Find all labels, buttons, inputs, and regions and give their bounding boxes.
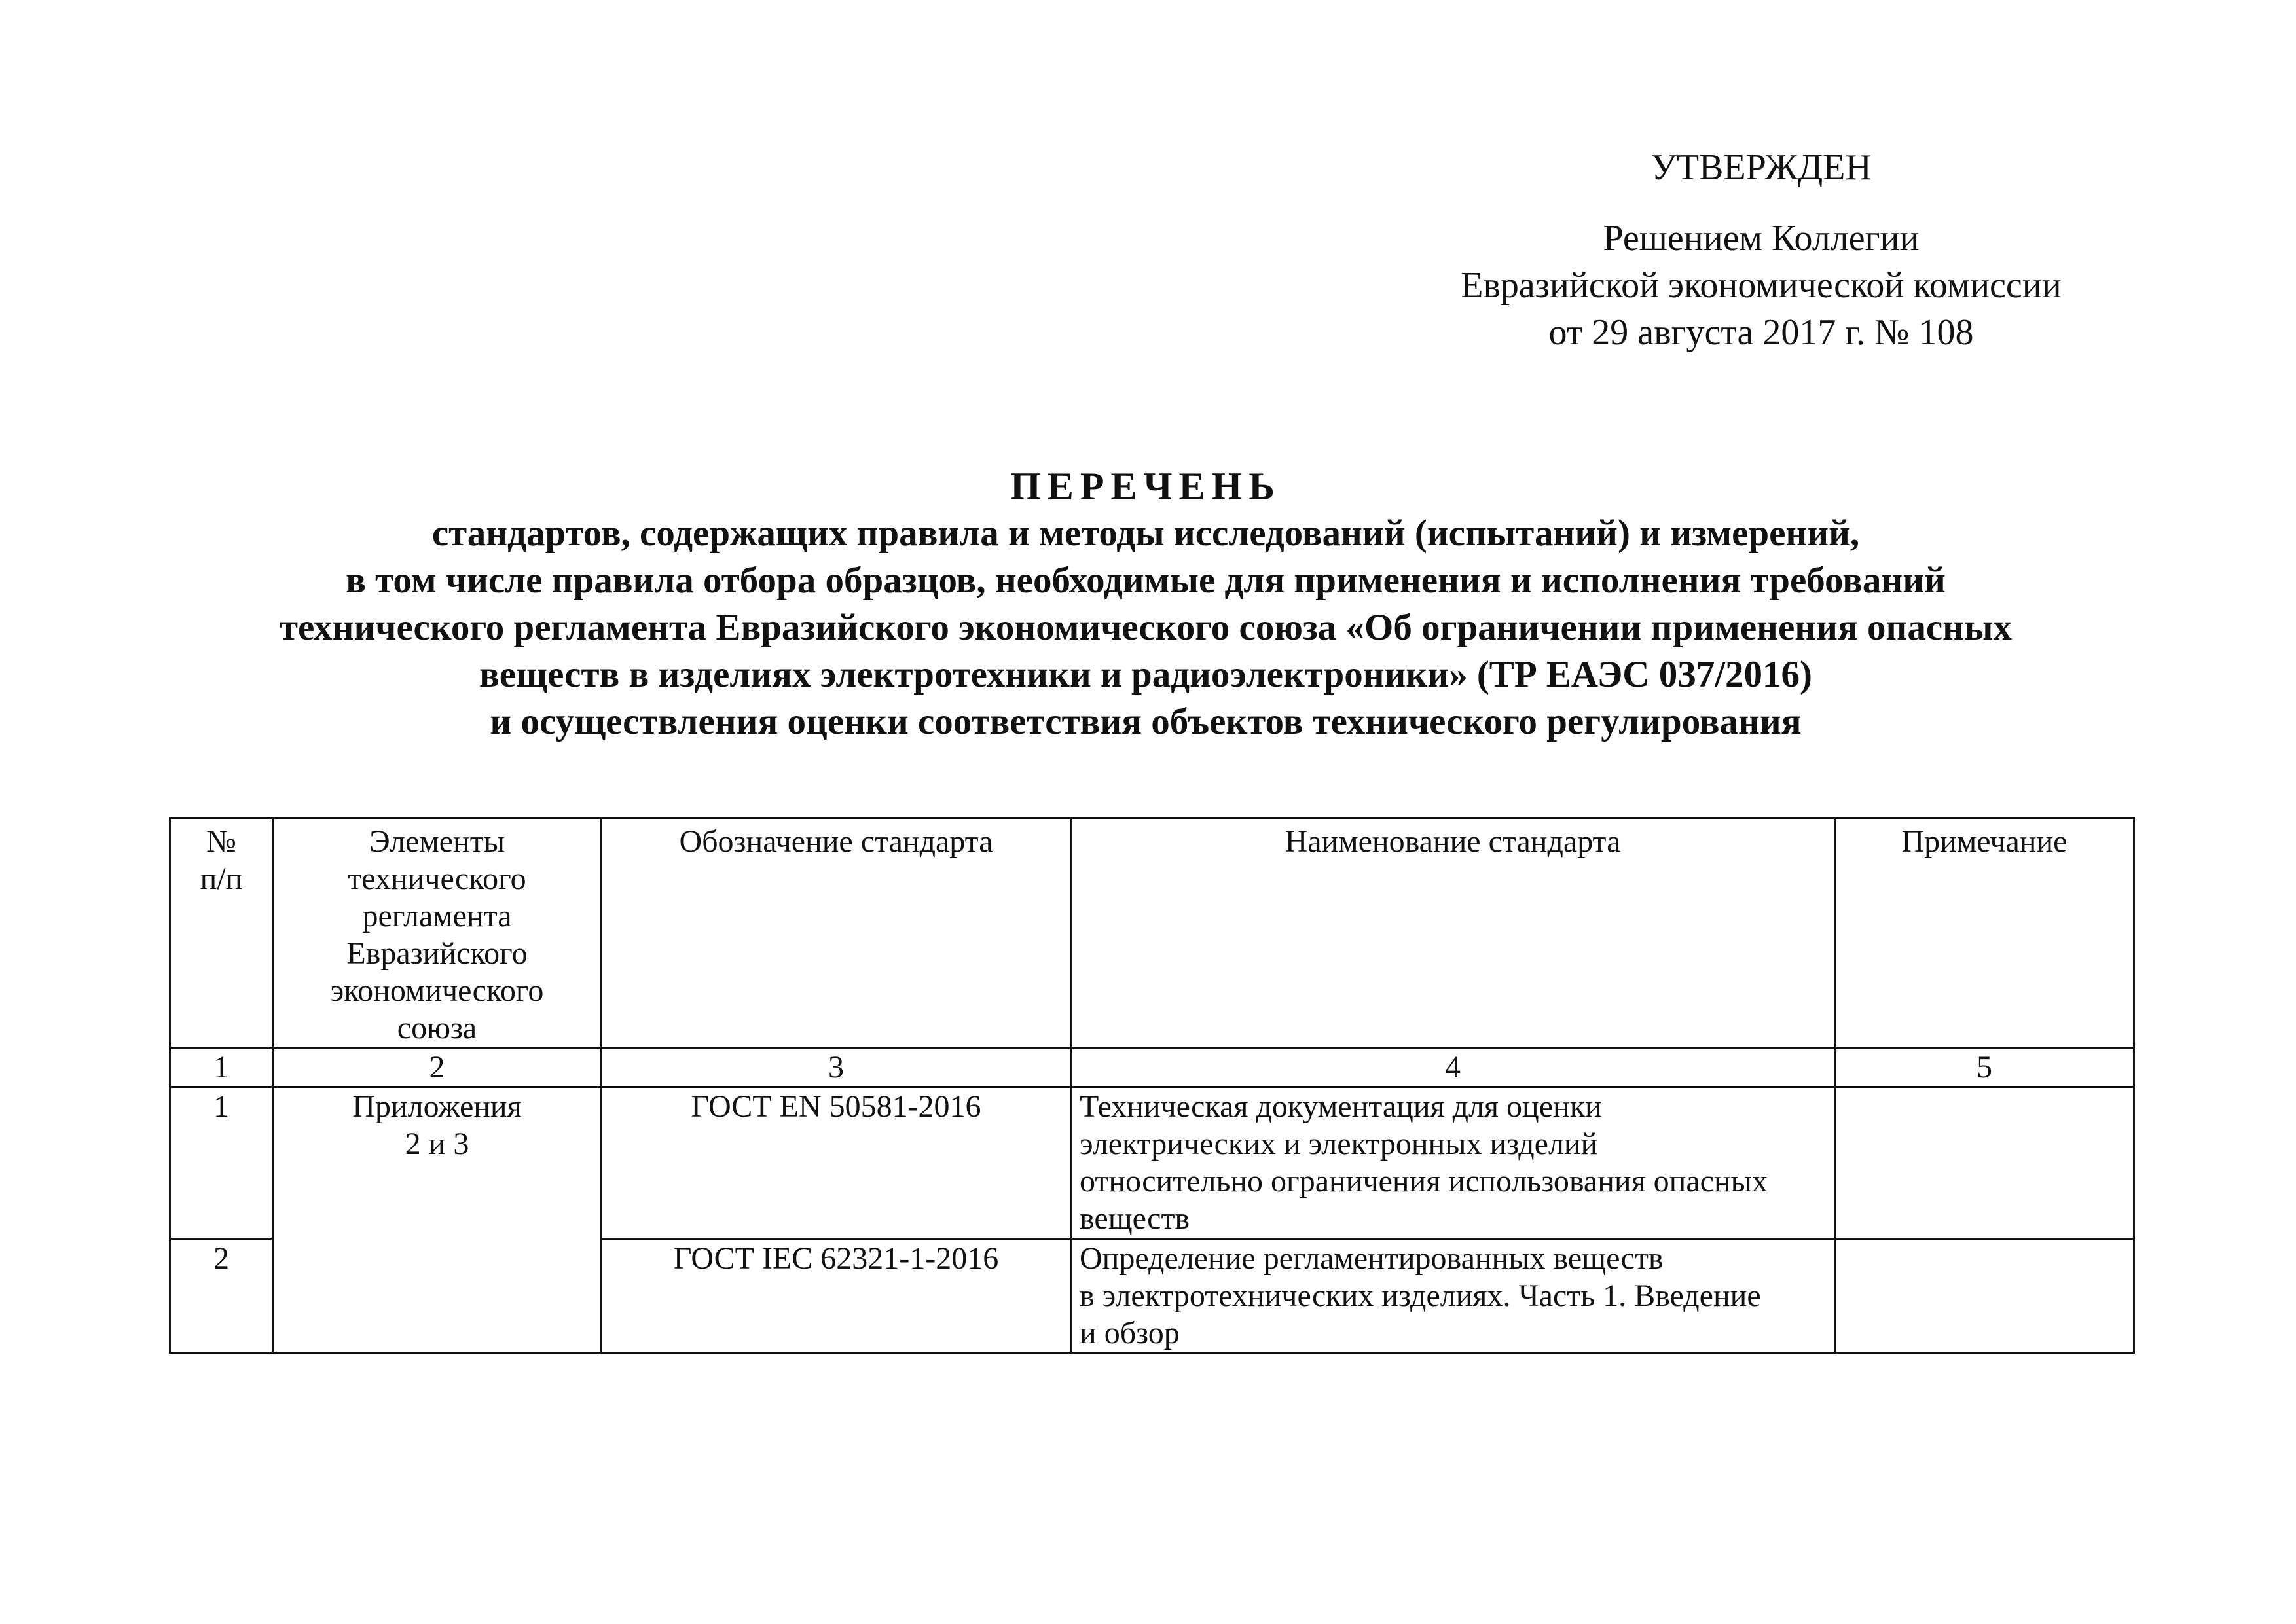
row-note [1835, 1087, 2134, 1239]
row-name-line: в электротехнических изделиях. Часть 1. Введение [1080, 1278, 1761, 1313]
row-elements [273, 1087, 602, 1353]
header-designation: Обозначение стандарта [602, 818, 1071, 1048]
standards-table [169, 817, 2135, 1354]
row-name-line: Техническая документация для оценки [1080, 1089, 1602, 1124]
row-designation: ГОСТ EN 50581-2016 [602, 1087, 1071, 1239]
approval-line: Евразийской экономической комиссии [1461, 265, 2062, 306]
row-note [1835, 1239, 2134, 1353]
header-elements-line: регламента [362, 899, 512, 933]
header-elements [273, 818, 602, 1048]
column-number: 1 [170, 1048, 273, 1087]
heading-line: стандартов, содержащих правила и методы исследований (испытаний) и измерений, [431, 513, 1860, 554]
heading-line: и осуществления оценки соответствия объектов технического регулирования [490, 701, 1802, 742]
header-elements-line: Евразийского [346, 936, 528, 971]
column-number: 4 [1071, 1048, 1835, 1087]
row-num: 2 [170, 1239, 273, 1353]
header-num-line: п/п [200, 861, 243, 896]
document-heading [98, 463, 2193, 746]
row-name [1071, 1087, 1835, 1239]
row-name-line: Определение регламентированных веществ [1080, 1241, 1664, 1276]
approval-stamp: УТВЕРЖДЕН [1650, 147, 1872, 188]
header-elements-line: экономического [330, 973, 544, 1008]
header-elements-line: Элементы [369, 824, 505, 859]
column-number: 2 [273, 1048, 602, 1087]
table-row [170, 1087, 2134, 1239]
header-name: Наименование стандарта [1071, 818, 1835, 1048]
header-num [170, 818, 273, 1048]
header-note: Примечание [1835, 818, 2134, 1048]
approval-block [1394, 144, 2128, 367]
row-name-line: и обзор [1080, 1316, 1180, 1350]
document-title: ПЕРЕЧЕНЬ [1010, 465, 1281, 508]
heading-line: в том числе правила отбора образцов, необходимые для применения и исполнения требований [346, 560, 1946, 601]
row-elements-line: Приложения [352, 1089, 522, 1124]
column-number: 5 [1835, 1048, 2134, 1087]
header-elements-line: технического [348, 861, 526, 896]
row-name [1071, 1239, 1835, 1353]
row-elements-line: 2 и 3 [405, 1127, 469, 1161]
row-name-line: веществ [1080, 1201, 1190, 1236]
heading-line: веществ в изделиях электротехники и радиоэлектроники» (ТР ЕАЭС 037/2016) [479, 654, 1813, 695]
header-elements-line: союза [397, 1011, 477, 1045]
approval-line: от 29 августа 2017 г. № 108 [1548, 312, 1974, 353]
approval-line: Решением Коллегии [1603, 218, 1920, 259]
row-name-line: электрических и электронных изделий [1080, 1127, 1598, 1161]
row-name-line: относительно ограничения использования опасных [1080, 1164, 1768, 1199]
column-number-row [170, 1048, 2134, 1087]
row-num: 1 [170, 1087, 273, 1239]
heading-line: технического регламента Евразийского экономического союза «Об ограничении применения опасных [279, 607, 2013, 648]
row-designation: ГОСТ IEC 62321-1-2016 [602, 1239, 1071, 1353]
table-header-row [170, 818, 2134, 1048]
header-num-line: № [206, 824, 236, 859]
column-number: 3 [602, 1048, 1071, 1087]
